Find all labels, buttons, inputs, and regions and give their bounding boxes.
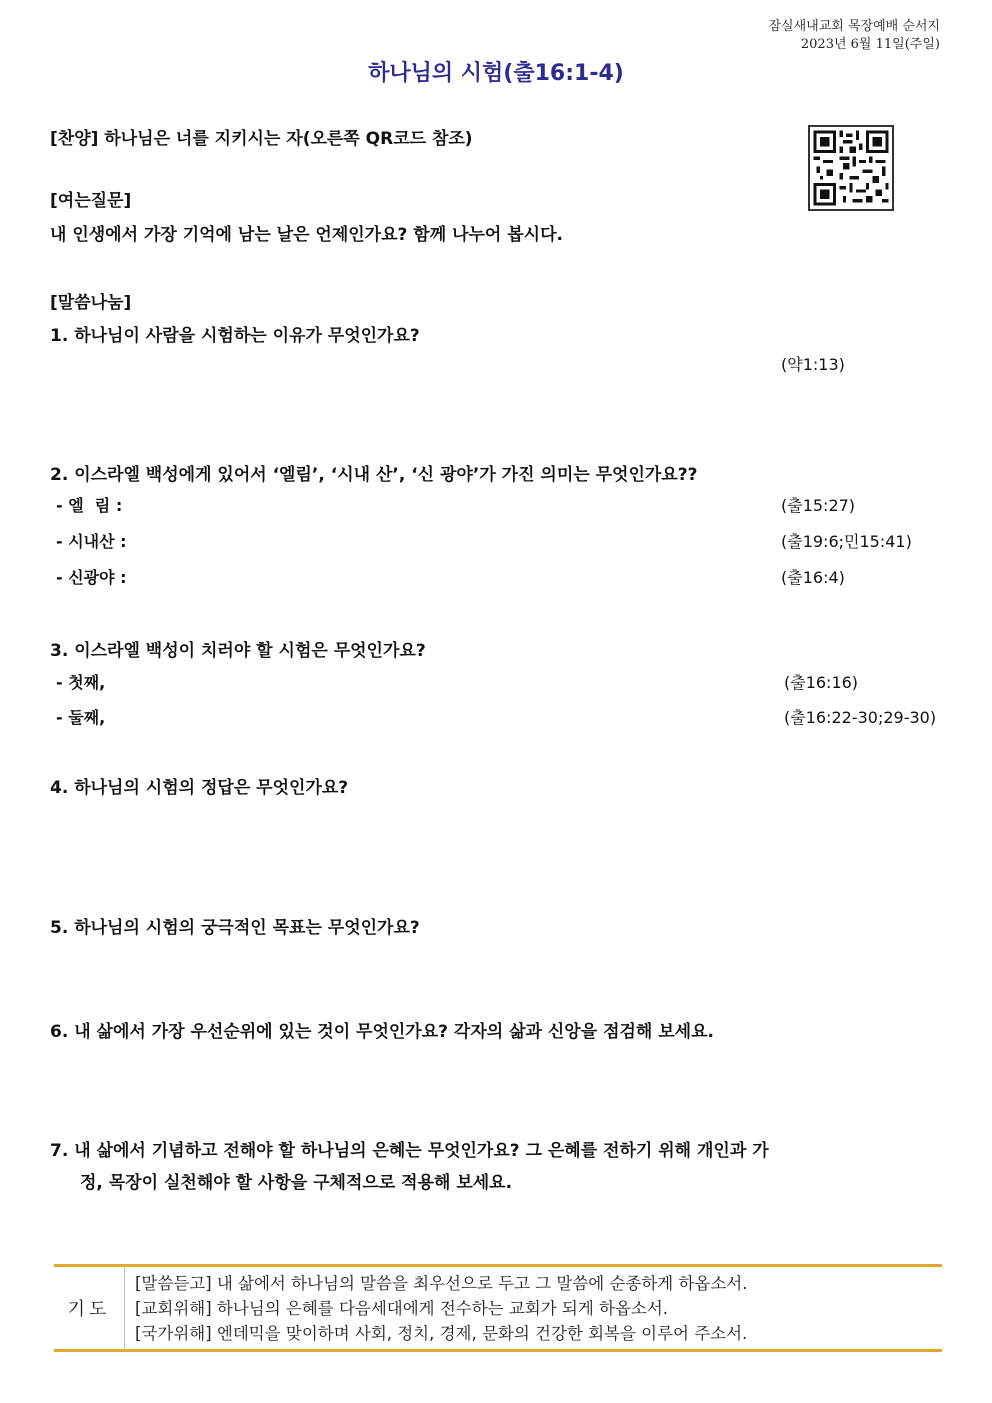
question-1-ref: (약1:13) xyxy=(781,355,845,374)
church-name: 잠실새내교회 목장예배 순서지 xyxy=(768,19,940,34)
question-4: 4. 하나님의 시험의 정답은 무엇인가요? xyxy=(50,778,349,798)
question-3-item-second: - 둘째, xyxy=(56,708,106,727)
prayer-label: 기도 xyxy=(54,1267,125,1349)
question-3-item-second-ref: (출16:22-30;29-30) xyxy=(784,708,937,727)
question-2-item-sin: - 신광야 : xyxy=(56,568,127,587)
question-2-item-elim: - 엘 림 : xyxy=(56,496,123,515)
prayer-line-word: [말씀듣고] 내 삶에서 하나님의 말씀을 최우선으로 두고 그 말씀에 순종하게 하옵소서. xyxy=(135,1274,748,1293)
question-2: 2. 이스라엘 백성에게 있어서 ‘엘림’, ‘시내 산’, ‘신 광야’가 가진 의미는 무엇인가요?? xyxy=(50,465,698,485)
qr-code-icon[interactable] xyxy=(808,125,894,211)
question-3: 3. 이스라엘 백성이 치러야 할 시험은 무엇인가요? xyxy=(50,641,426,661)
question-6: 6. 내 삶에서 가장 우선순위에 있는 것이 무엇인가요? 각자의 삶과 신앙을 점검해 보세요. xyxy=(50,1022,714,1042)
sharing-heading: [말씀나눔] xyxy=(50,293,132,313)
page-title: 하나님의 시험(출16:1-4) xyxy=(368,61,624,86)
opening-question: 내 인생에서 가장 기억에 남는 날은 언제인가요? 함께 나누어 봅시다. xyxy=(50,225,563,245)
prayer-box xyxy=(54,1264,942,1352)
service-date: 2023년 6월 11일(주일) xyxy=(800,37,940,52)
praise-line: [찬양] 하나님은 너를 지키시는 자(오른쪽 QR코드 참조) xyxy=(50,129,473,149)
opening-heading: [여는질문] xyxy=(50,191,132,211)
question-2-item-sinai-ref: (출19:6;민15:41) xyxy=(781,532,912,551)
question-7-line-2: 정, 목장이 실천해야 할 사항을 구체적으로 적용해 보세요. xyxy=(80,1173,513,1193)
question-2-item-sinai: - 시내산 : xyxy=(56,532,127,551)
header-info xyxy=(768,18,940,54)
prayer-line-church: [교회위해] 하나님의 은혜를 다음세대에게 전수하는 교회가 되게 하옵소서. xyxy=(135,1299,669,1318)
prayer-lines xyxy=(125,1267,748,1349)
question-7-line-1: 7. 내 삶에서 기념하고 전해야 할 하나님의 은혜는 무엇인가요? 그 은혜를 전하기 위해 개인과 가 xyxy=(50,1141,769,1161)
question-3-item-first-ref: (출16:16) xyxy=(784,673,859,692)
question-2-item-sin-ref: (출16:4) xyxy=(781,568,845,587)
question-5: 5. 하나님의 시험의 궁극적인 목표는 무엇인가요? xyxy=(50,918,420,938)
question-2-item-elim-ref: (출15:27) xyxy=(781,496,856,515)
question-1: 1. 하나님이 사람을 시험하는 이유가 무엇인가요? xyxy=(50,326,420,346)
question-3-item-first: - 첫째, xyxy=(56,673,106,692)
prayer-line-nation: [국가위해] 엔데믹을 맞이하며 사회, 정치, 경제, 문화의 건강한 회복을 이루어 주소서. xyxy=(135,1324,748,1343)
